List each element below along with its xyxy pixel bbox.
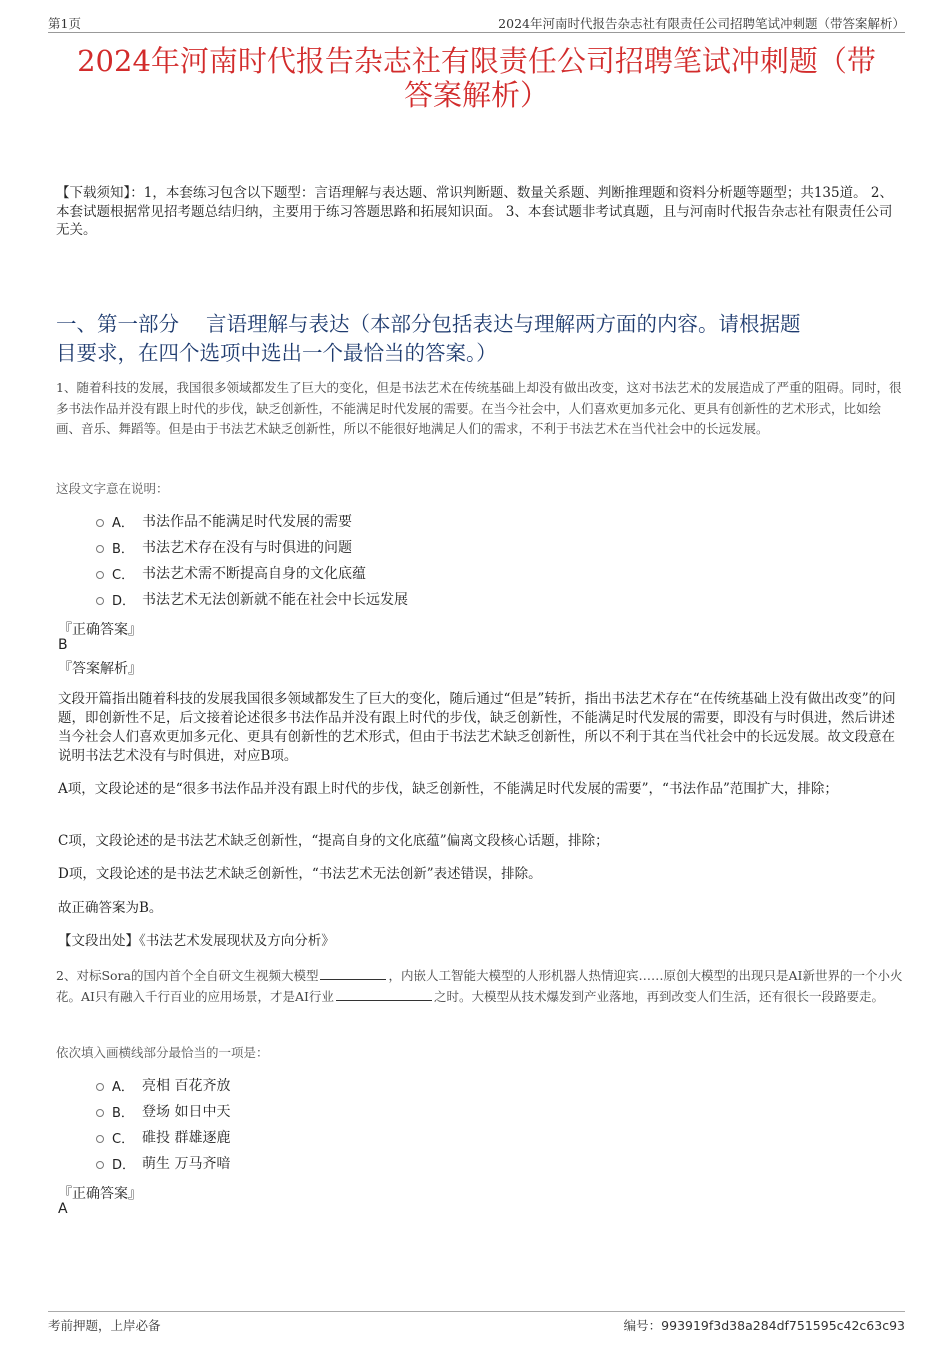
option-text: 亮相 百花齐放 bbox=[142, 1078, 231, 1094]
option-text: 登场 如日中天 bbox=[142, 1104, 231, 1120]
q2-stem-part-2: ，内嵌人工智能大模型的人形机器人热情迎宾……原创大模型的出现只是AI新世界的一个小火花。AI只有融入千行百业的应用场景，才是AI行业 bbox=[56, 968, 903, 1004]
radio-icon[interactable] bbox=[96, 545, 104, 553]
title-line-1: 2024年河南时代报告杂志社有限责任公司招聘笔试冲刺题（带 bbox=[77, 44, 876, 78]
q2-stem-part-3: 之时。大模型从技术爆发到产业落地，再到改变人们生活，还有很长一段路要走。 bbox=[433, 988, 884, 1004]
header-doc-title: 2024年河南时代报告杂志社有限责任公司招聘笔试冲刺题（带答案解析） bbox=[498, 16, 905, 31]
page-header bbox=[48, 14, 905, 33]
footer-code-label: 编号： bbox=[623, 1318, 662, 1333]
option-text: 书法作品不能满足时代发展的需要 bbox=[142, 514, 352, 530]
radio-icon[interactable] bbox=[96, 1161, 104, 1169]
option-letter: B． bbox=[112, 1105, 134, 1121]
q1-answer-label: 『正确答案』 bbox=[58, 622, 142, 638]
download-notice: 【下载须知】：1，本套练习包含以下题型：言语理解与表达题、常识判断题、数量关系题、判断推理题和资料分析题等题型；共135道。 2、本套试题根据常见招考题总结归纳，主要用于练习答题思路和拓展知识面。 3、本套试题非考试真题，且与河南时代报告杂志社有限责任公司无关。 bbox=[56, 185, 893, 238]
question-2-stem bbox=[56, 966, 904, 1007]
option-letter: C． bbox=[112, 567, 135, 583]
option-letter: A． bbox=[112, 515, 134, 531]
footer-slogan: 考前押题，上岸必备 bbox=[48, 1318, 161, 1333]
question-2-prompt: 依次填入画横线部分最恰当的一项是： bbox=[56, 1045, 269, 1060]
q2-option-d[interactable] bbox=[96, 1152, 596, 1174]
q1-answer: B bbox=[58, 637, 68, 653]
page-footer bbox=[48, 1311, 905, 1334]
title-line-2: 答案解析） bbox=[403, 78, 549, 112]
question-1-prompt: 这段文字意在说明： bbox=[56, 481, 169, 496]
radio-icon[interactable] bbox=[96, 519, 104, 527]
q1-option-b[interactable] bbox=[96, 536, 596, 558]
fill-blank-1[interactable] bbox=[320, 967, 386, 980]
fill-blank-2[interactable] bbox=[336, 988, 432, 1001]
q2-option-c[interactable] bbox=[96, 1126, 596, 1148]
radio-icon[interactable] bbox=[96, 571, 104, 579]
radio-icon[interactable] bbox=[96, 1135, 104, 1143]
option-letter: D． bbox=[112, 593, 136, 609]
q2-answer-label: 『正确答案』 bbox=[58, 1186, 142, 1202]
footer-code bbox=[624, 1316, 905, 1334]
document-title bbox=[48, 44, 905, 112]
option-letter: B． bbox=[112, 541, 134, 557]
option-text: 萌生 万马齐喑 bbox=[142, 1156, 231, 1172]
section-heading-line-2: 目要求，在四个选项中选出一个最恰当的答案。） bbox=[56, 341, 497, 365]
footer-code-value: 993919f3d38a284df751595c42c63c93 bbox=[661, 1318, 905, 1333]
q1-option-d[interactable] bbox=[96, 588, 596, 610]
q1-analysis-paragraph: D项，文段论述的是书法艺术缺乏创新性，“书法艺术无法创新”表述错误，排除。 bbox=[58, 866, 542, 882]
q1-analysis-label: 『答案解析』 bbox=[58, 661, 142, 677]
option-text: 书法艺术无法创新就不能在社会中长远发展 bbox=[142, 592, 408, 608]
q1-analysis-paragraph: 故正确答案为B。 bbox=[58, 900, 163, 916]
q2-answer: A bbox=[58, 1201, 68, 1217]
section-heading bbox=[56, 310, 906, 368]
q1-analysis-paragraph: 文段开篇指出随着科技的发展我国很多领域都发生了巨大的变化，随后通过“但是”转折，指出书法艺术存在“在传统基础上没有做出改变”的问题，即创新性不足，后文接着论述很多书法作品并没有跟上时代的步伐，缺乏创新性，不能满足时代发展的需要，即没有与时俱进，然后讲述当今社会人们喜欢更加多元化、更具有创新性的艺术形式，但由于书法艺术缺乏创新性，所以不利于其在当代社会中的长远发展。故文段意在说明书法艺术没有与时俱进，对应B项。 bbox=[58, 691, 896, 764]
q1-source: 【文段出处】《书法艺术发展现状及方向分析》 bbox=[58, 933, 335, 949]
q2-option-a[interactable] bbox=[96, 1074, 596, 1096]
radio-icon[interactable] bbox=[96, 1083, 104, 1091]
q1-analysis-paragraph: A项，文段论述的是“很多书法作品并没有跟上时代的步伐，缺乏创新性，不能满足时代发展的需要”，“书法作品”范围扩大，排除； bbox=[58, 781, 838, 797]
q2-option-b[interactable] bbox=[96, 1100, 596, 1122]
q1-analysis-paragraph: C项，文段论述的是书法艺术缺乏创新性，“提高自身的文化底蕴”偏离文段核心话题，排除； bbox=[58, 833, 609, 849]
option-text: 碓投 群雄逐鹿 bbox=[142, 1130, 231, 1146]
option-letter: A． bbox=[112, 1079, 134, 1095]
section-heading-line-1: 一、第一部分 言语理解与表达（本部分包括表达与理解两方面的内容。请根据题 bbox=[56, 312, 801, 336]
q1-option-a[interactable] bbox=[96, 510, 596, 532]
radio-icon[interactable] bbox=[96, 1109, 104, 1117]
option-letter: C． bbox=[112, 1131, 135, 1147]
q2-stem-part-1: 2、对标Sora的国内首个全自研文生视频大模型 bbox=[56, 968, 319, 983]
option-text: 书法艺术需不断提高自身的文化底蕴 bbox=[142, 566, 366, 582]
option-text: 书法艺术存在没有与时俱进的问题 bbox=[142, 540, 352, 556]
page-number: 第1页 bbox=[48, 16, 81, 31]
radio-icon[interactable] bbox=[96, 597, 104, 605]
q1-option-c[interactable] bbox=[96, 562, 596, 584]
question-1-stem: 1、随着科技的发展，我国很多领域都发生了巨大的变化，但是书法艺术在传统基础上却没有做出改变，这对书法艺术的发展造成了严重的阻碍。同时，很多书法作品并没有跟上时代的步伐，缺乏创新性，不能满足时代发展的需要。在当今社会中，人们喜欢更加多元化、更具有创新性的艺术形式，比如绘画、音乐、舞蹈等。但是由于书法艺术缺乏创新性，所以不能很好地满足人们的需求，不利于书法艺术在当代社会中的长远发展。 bbox=[56, 380, 902, 436]
option-letter: D． bbox=[112, 1157, 136, 1173]
